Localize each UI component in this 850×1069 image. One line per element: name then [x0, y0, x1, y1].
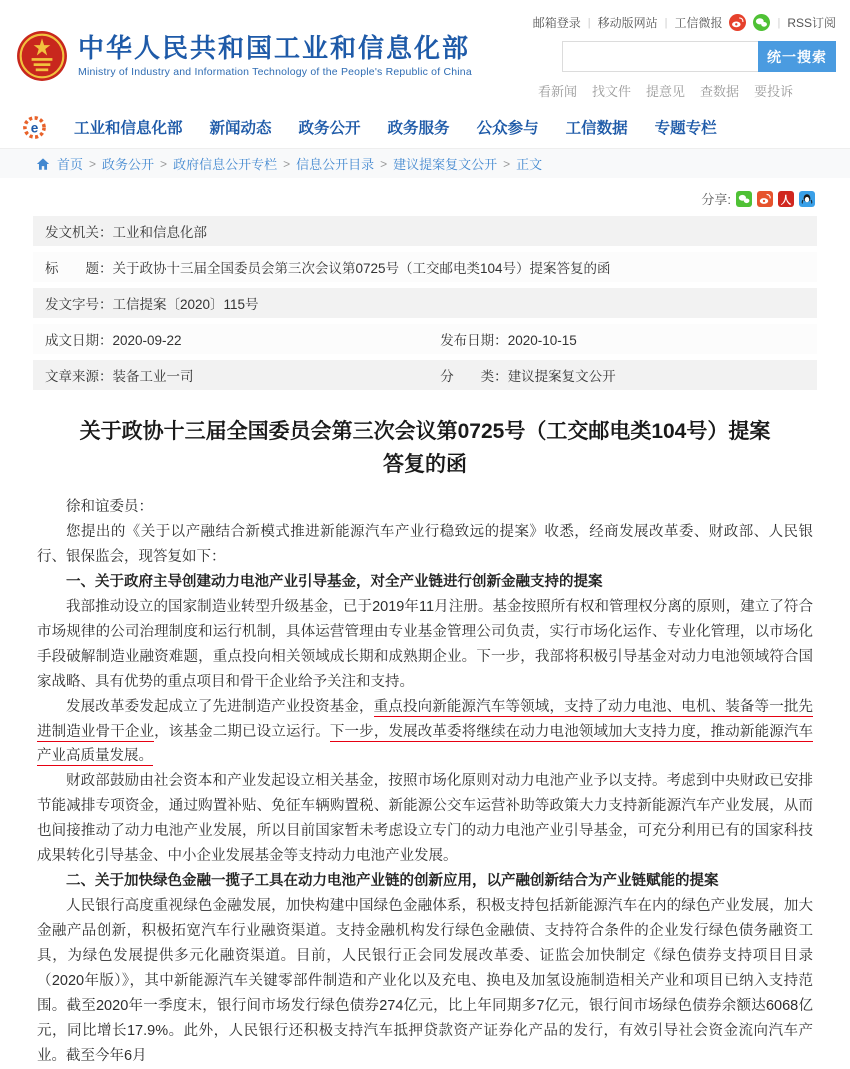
share-wechat-icon[interactable]	[736, 191, 752, 207]
nav-item-miit[interactable]: 工业和信息化部	[74, 120, 183, 137]
topbar	[524, 12, 836, 32]
breadcrumb-disclosure-catalog[interactable]: 信息公开目录	[296, 157, 375, 172]
weibo-icon[interactable]	[729, 14, 746, 31]
site-subtitle: Ministry of Industry and Information Technology of the People's Republic of China	[78, 66, 472, 79]
topbar-separator	[665, 15, 668, 29]
breadcrumb-home[interactable]: 首页	[57, 157, 84, 172]
article-paragraph: 财政部鼓励由社会资本和产业发起设立相关基金，按照市场化原则对动力电池产业予以支持。考虑到中央财政已安排节能减排专项资金，通过购置补贴、免征车辆购置税、新能源公交车运营补助等政策大力支持新能源汽车产业发展，从而也间接推动了动力电池产业发展，所以目前国家暂未考虑设立专门的动力电池产业引导基金，可充分利用已有的国家科技成果转化引导基金、中小企业发展基金等支持动力电池产业发展。	[37, 773, 813, 865]
nav-item-data[interactable]: 工信数据	[565, 120, 628, 137]
wechat-icon[interactable]	[753, 14, 770, 31]
content-area	[33, 189, 817, 1069]
meta-label: 发文机关：	[45, 225, 113, 240]
breadcrumb-separator	[89, 156, 96, 171]
article-salutation: 徐和谊委员：	[66, 499, 153, 516]
header-utilities	[524, 12, 836, 100]
meta-label: 文章来源：	[45, 369, 113, 384]
meta-label: 标 题：	[45, 261, 113, 276]
national-emblem-icon	[16, 30, 68, 82]
share-label: 分享:	[701, 192, 731, 207]
article-section-heading-1: 一、关于政府主导创建动力电池产业引导基金，对全产业链进行创新金融支持的提案	[66, 573, 603, 590]
meta-row-title	[33, 252, 817, 282]
article-text-segment: ，该基金二期已设立运行。	[154, 723, 330, 740]
meta-row-doc-number	[33, 288, 817, 318]
main-nav	[0, 106, 850, 148]
meta-label: 分 类：	[440, 369, 508, 384]
meta-value: 2020-09-22	[112, 333, 182, 348]
svg-text:人: 人	[780, 193, 792, 206]
share-people-icon[interactable]	[778, 191, 794, 207]
topbar-link-mail-login[interactable]: 邮箱登录	[532, 15, 581, 30]
meta-value: 工信提案〔2020〕115号	[112, 297, 259, 312]
topbar-link-rss[interactable]: RSS订阅	[787, 15, 836, 30]
article-paragraph: 人民银行高度重视绿色金融发展，加快构建中国绿色金融体系，积极支持包括新能源汽车在内的绿色产业发展，加大金融产品创新，积极拓宽汽车行业融资渠道。支持金融机构发行绿色金融债、支持符合条件的企业发行绿色债务融资工具，为绿色发展提供多元化融资渠道。目前，人民银行正会同发展改革委、证监会加快制定《绿色债券支持项目目录（2020年版）》，其中新能源汽车关键零部件制造和产业化以及充电、换电及加氢设施制造相关产业和项目已纳入支持范围。截至2020年一季度末，银行间市场发行绿色债券274亿元，比上年同期多7亿元，银行间市场绿色债券余额达6068亿元，同比增长17.9%。此外，人民银行还积极支持汽车抵押贷款资产证券化产品的发行，有效引导社会资金流向汽车产业。截至今年6月	[37, 898, 813, 1064]
breadcrumb-disclosure-column[interactable]: 政府信息公开专栏	[173, 157, 278, 172]
breadcrumb-gov-disclosure[interactable]: 政务公开	[102, 157, 155, 172]
search-bar	[524, 41, 836, 72]
meta-value: 工业和信息化部	[112, 225, 207, 240]
nav-item-gov-services[interactable]: 政务服务	[387, 120, 450, 137]
meta-row-source-category	[33, 360, 817, 390]
nav-item-news[interactable]: 新闻动态	[209, 120, 272, 137]
document-meta-table	[33, 216, 817, 390]
search-input[interactable]	[562, 41, 758, 72]
article-text-segment: 发展改革委发起成立了先进制造产业投资基金，	[66, 698, 374, 715]
meta-value: 装备工业一司	[112, 369, 194, 384]
breadcrumb-separator	[160, 156, 167, 171]
quick-link-suggest[interactable]: 提意见	[646, 84, 686, 99]
article-paragraph: 我部推动设立的国家制造业转型升级基金，已于2019年11月注册。基金按照所有权和管理权分离的原则，建立了符合市场规律的公司治理制度和运行机制，具体运营管理由专业基金管理公司负责，实行市场化运作、专业化管理，以市场化手段破解制造业融资难题，重点投向相关领域成长期和成熟期企业。下一步，我部将积极引导基金对动力电池领域符合国家战略、具有优势的重点项目和骨干企业给予关注和支持。	[37, 598, 813, 690]
quick-link-news[interactable]: 看新闻	[538, 84, 578, 99]
unified-search-button[interactable]: 统一搜索	[758, 41, 836, 72]
share-weibo-icon[interactable]	[757, 191, 773, 207]
quick-link-data[interactable]: 查数据	[700, 84, 740, 99]
meta-label: 发布日期：	[440, 333, 508, 348]
quick-link-files[interactable]: 找文件	[592, 84, 632, 99]
article-paragraph: 您提出的《关于以产融结合新模式推进新能源汽车产业行稳致远的提案》收悉，经商发展改革委、财政部、人民银行、银保监会，现答复如下：	[37, 524, 813, 565]
miit-gear-logo-icon	[22, 115, 47, 140]
red-underlined-text: 下一步，发展改革委将继续在动力电池领域加大支持力度，推动新能源汽车产业高质量发展。	[37, 723, 814, 765]
meta-row-issuing-org	[33, 216, 817, 246]
breadcrumb-current-article[interactable]: 正文	[516, 157, 543, 172]
site-header	[0, 0, 850, 102]
quick-link-complaint[interactable]: 要投诉	[754, 84, 794, 99]
share-bar	[33, 189, 815, 208]
meta-value: 建议提案复文公开	[507, 369, 616, 384]
breadcrumb-proposal-replies[interactable]: 建议提案复文公开	[393, 157, 498, 172]
topbar-link-mobile-site[interactable]: 移动版网站	[597, 15, 658, 30]
breadcrumb-separator	[503, 156, 510, 171]
site-title: 中华人民共和国工业和信息化部	[78, 32, 471, 63]
share-qq-icon[interactable]	[799, 191, 815, 207]
red-underlined-text: 重点投向新能源汽车等领域，支持了动力电池、电机、装备等一批先进制造业骨干企业	[37, 698, 814, 740]
meta-value: 关于政协十三届全国委员会第三次会议第0725号（工交邮电类104号）提案答复的函	[112, 261, 611, 276]
svg-text:e: e	[30, 119, 39, 135]
article-section-heading-2: 二、关于加快绿色金融一揽子工具在动力电池产业链的创新应用，以产融创新结合为产业链赋能的提案	[66, 873, 719, 890]
breadcrumb-separator	[283, 156, 290, 171]
nav-item-special-topics[interactable]: 专题专栏	[654, 120, 717, 137]
home-icon[interactable]	[36, 157, 50, 171]
article-body	[37, 495, 813, 1069]
nav-item-public-participation[interactable]: 公众参与	[476, 120, 539, 137]
topbar-separator	[777, 15, 780, 29]
breadcrumb-separator	[380, 156, 387, 171]
site-branding	[14, 12, 472, 100]
site-title-block	[78, 34, 472, 79]
article-title: 关于政协十三届全国委员会第三次会议第0725号（工交邮电类104号）提案答复的函	[79, 420, 771, 476]
meta-label: 发文字号：	[45, 297, 113, 312]
topbar-separator	[588, 15, 591, 29]
topbar-link-wechat-weibo[interactable]: 工信微报	[674, 15, 723, 30]
breadcrumb	[0, 148, 850, 178]
nav-item-gov-disclosure[interactable]: 政务公开	[298, 120, 361, 137]
article-paragraph-with-highlights	[37, 695, 813, 770]
meta-value: 2020-10-15	[507, 333, 577, 348]
quick-links	[524, 81, 836, 100]
meta-label: 成文日期：	[45, 333, 113, 348]
meta-row-dates	[33, 324, 817, 354]
